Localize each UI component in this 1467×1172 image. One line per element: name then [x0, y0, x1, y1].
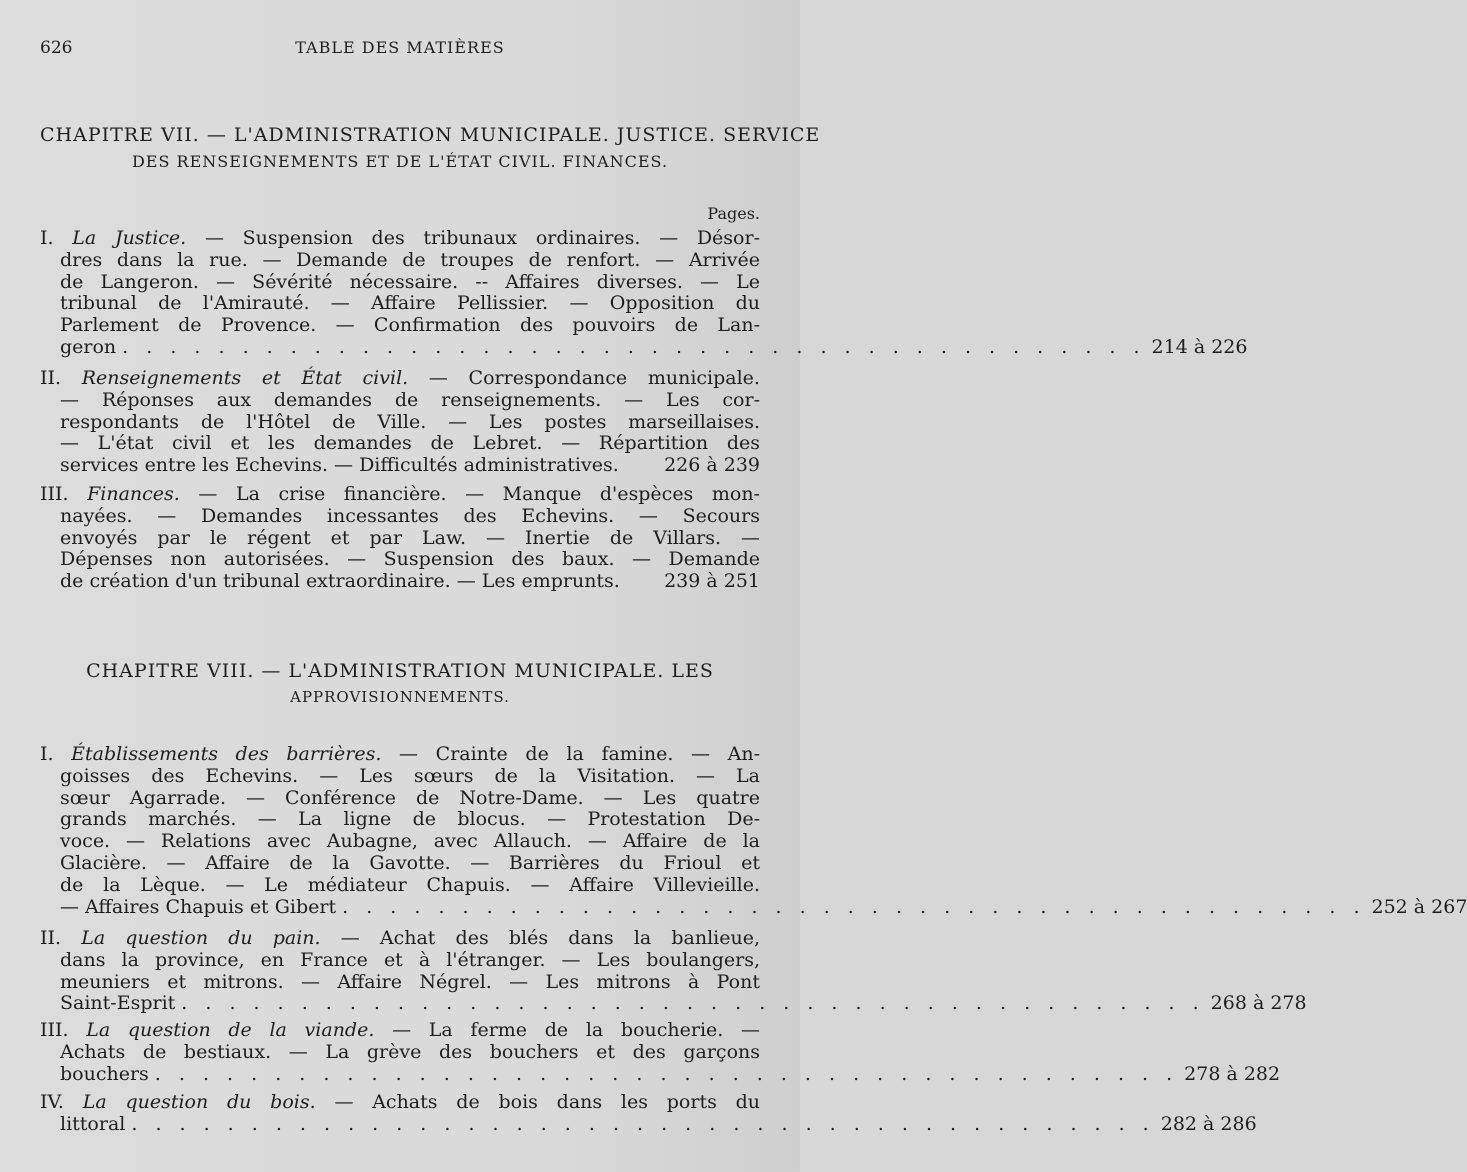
chapter-7-heading-line2: DES RENSEIGNEMENTS ET DE L'ÉTAT CIVIL. FINANCES.: [131, 152, 669, 171]
toc-entry: [40, 227, 1248, 359]
toc-entry-first-line: II. La question du pain. — Achat des blés dans la banlieue,: [40, 927, 760, 949]
toc-entry-line: respondants de l'Hôtel de Ville. — Les postes marseillaises.: [60, 410, 760, 433]
page-range: 252 à 267: [1371, 895, 1467, 918]
toc-entry-leader: de création d'un tribunal extraordinaire. — Les emprunts. 239 à 251: [60, 570, 760, 593]
toc-entry-leader: geron . . . . . . . . . . . . . . . . . . . . . . . . . . . . . . . . . . . . . . . . . . . 214 à 226: [60, 335, 1248, 358]
toc-entry-first-line: I. La Justice. — Suspension des tribunaux ordinaires. — Désor-: [40, 227, 760, 249]
toc-entry-line: envoyés par le régent et par Law. — Inertie de Villars. —: [60, 526, 760, 549]
toc-entry-line: Dépenses non autorisées. — Suspension des baux. — Demande: [60, 548, 760, 571]
page-range: 268 à 278: [1210, 992, 1307, 1015]
toc-entry: [40, 368, 760, 477]
toc-entry-title: Finances.: [87, 483, 180, 505]
chapter-7-heading: [40, 124, 821, 171]
toc-entry-first-line: IV. La question du bois. — Achats de bois dans les ports du: [40, 1091, 761, 1113]
toc-entry-leader: littoral . . . . . . . . . . . . . . . . . . . . . . . . . . . . . . . . . . . . . . . . . . . 282 à 286: [60, 1112, 1257, 1135]
dot-leader: . . . . . . . . . . . . . . . . . . . . . . . . . . . . . . . . . . . . . . . . . . .: [342, 895, 1366, 918]
toc-entry-line: sœur Agarrade. — Conférence de Notre-Dame. — Les quatre: [60, 786, 760, 809]
toc-entry: [40, 1091, 1257, 1136]
toc-entry-line: dres dans la rue. — Demande de troupes de renfort. — Arrivée: [60, 248, 760, 271]
toc-entry-line: grands marchés. — La ligne de blocus. — Protestation De-: [60, 808, 760, 831]
toc-entry-title: La question du pain.: [81, 927, 321, 949]
toc-entry-line: Glacière. — Affaire de la Gavotte. — Barrières du Frioul et: [60, 851, 760, 874]
chapter-8-heading-line1: CHAPITRE VIII. — L'ADMINISTRATION MUNICIPALE. LES: [86, 660, 714, 682]
page-range: 214 à 226: [1151, 335, 1248, 358]
toc-entry-line: nayées. — Demandes incessantes des Echevins. — Secours: [60, 504, 760, 527]
toc-entry-line: de Langeron. — Sévérité nécessaire. -- Affaires diverses. — Le: [60, 270, 760, 293]
toc-entry-title: La question de la viande.: [86, 1019, 375, 1041]
pages-column-label: Pages.: [707, 204, 760, 223]
toc-entry-line: Achats de bestiaux. — La grève des bouchers et des garçons: [60, 1040, 760, 1063]
toc-entry-title: La question du bois.: [82, 1091, 316, 1113]
page-range: 239 à 251: [664, 570, 760, 593]
toc-entry-line: Parlement de Provence. — Confirmation des pouvoirs de Lan-: [60, 314, 760, 337]
toc-entry-line: goisses des Echevins. — Les sœurs de la Visitation. — La: [60, 764, 760, 787]
toc-entry-leader: — Affaires Chapuis et Gibert . . . . . . . . . . . . . . . . . . . . . . . . . . . . . . . . . . . . . . . . . . . 252 à 267: [60, 895, 1467, 918]
page-number: 626: [40, 38, 73, 58]
toc-entry-first-line: II. Renseignements et État civil. — Correspondance municipale.: [40, 367, 760, 389]
page-range: 278 à 282: [1184, 1062, 1281, 1085]
toc-entry-leader: Saint-Esprit . . . . . . . . . . . . . . . . . . . . . . . . . . . . . . . . . . . . . . . . . . . 268 à 278: [60, 992, 1307, 1015]
toc-entry-line: — L'état civil et les demandes de Lebret. — Répartition des: [60, 432, 760, 455]
dot-leader: . . . . . . . . . . . . . . . . . . . . . . . . . . . . . . . . . . . . . . . . . . .: [131, 1112, 1155, 1135]
toc-entry-title: La Justice.: [72, 227, 187, 249]
running-title: TABLE DES MATIÈRES: [295, 38, 505, 57]
toc-entry-line: — Réponses aux demandes de renseignements. — Les cor-: [60, 388, 760, 411]
toc-entry-leader: services entre les Echevins. — Difficultés administratives. 226 à 239: [60, 454, 760, 477]
toc-entry: [40, 927, 1307, 1015]
toc-entry-line: dans la province, en France et à l'étranger. — Les boulangers,: [60, 948, 760, 971]
dot-leader: . . . . . . . . . . . . . . . . . . . . . . . . . . . . . . . . . . . . . . . . . . .: [181, 992, 1205, 1015]
dot-leader: . . . . . . . . . . . . . . . . . . . . . . . . . . . . . . . . . . . . . . . . . . .: [154, 1062, 1179, 1085]
toc-entry-line: tribunal de l'Amirauté. — Affaire Pellissier. — Opposition du: [60, 292, 760, 315]
toc-entry-first-line: I. Établissements des barrières. — Crainte de la famine. — An-: [40, 743, 761, 765]
toc-entry-title: Établissements des barrières.: [71, 743, 382, 765]
toc-entry: [40, 743, 1467, 918]
toc-entry-leader: bouchers . . . . . . . . . . . . . . . . . . . . . . . . . . . . . . . . . . . . . . . . . . . 278 à 282: [60, 1062, 1281, 1085]
chapter-8-heading: [40, 660, 760, 706]
toc-entry-first-line: III. La question de la viande. — La ferme de la boucherie. —: [40, 1019, 761, 1041]
toc-entry-line: voce. — Relations avec Aubagne, avec Allauch. — Affaire de la: [60, 830, 760, 853]
toc-entry: [40, 1019, 1281, 1085]
toc-entry-line: meuniers et mitrons. — Affaire Négrel. — Les mitrons à Pont: [60, 970, 760, 993]
chapter-8-heading-line2: APPROVISIONNEMENTS.: [290, 688, 510, 706]
toc-entry-line: de la Lèque. — Le médiateur Chapuis. — Affaire Villevieille.: [60, 873, 760, 896]
page-range: 282 à 286: [1160, 1112, 1257, 1135]
chapter-7-heading-line1: CHAPITRE VII. — L'ADMINISTRATION MUNICIPALE. JUSTICE. SERVICE: [40, 124, 821, 146]
running-head: [40, 38, 760, 62]
toc-entry-title: Renseignements et État civil.: [81, 367, 409, 389]
dot-leader: . . . . . . . . . . . . . . . . . . . . . . . . . . . . . . . . . . . . . . . . . . .: [122, 335, 1146, 358]
page-range: 226 à 239: [664, 454, 760, 477]
toc-entry-first-line: III. Finances. — La crise financière. — Manque d'espèces mon-: [40, 483, 760, 505]
toc-entry: [40, 484, 760, 593]
